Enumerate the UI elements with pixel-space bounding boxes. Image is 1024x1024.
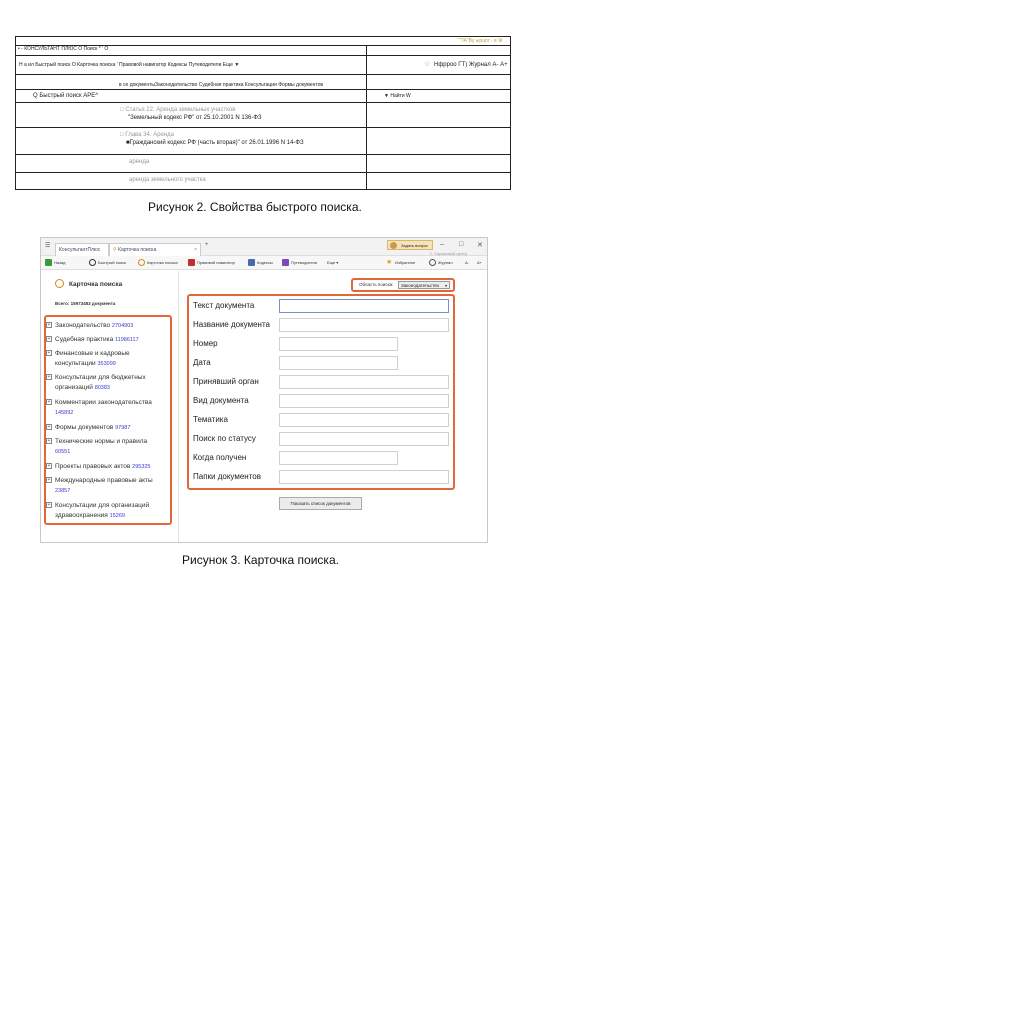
sidebar-item-financial-consultations[interactable]: + Финансовые и кадровые консультации 353099 — [47, 350, 130, 367]
sidebar-item-court-practice[interactable]: + Судебная практика 11986117 — [47, 336, 139, 343]
field-received-input[interactable] — [279, 451, 398, 465]
field-label-title: Название документа — [193, 320, 270, 329]
close-button[interactable]: ✕ — [477, 242, 483, 249]
search-area-select[interactable]: Законодательство ▾ — [398, 281, 450, 289]
field-label-text: Текст документа — [193, 301, 255, 310]
fig2-header-right: Нфрроо ГТ) Журнал А- А+ — [434, 62, 508, 68]
field-label-date: Дата — [193, 358, 211, 367]
field-number-input[interactable] — [279, 337, 398, 351]
fig2-result-2-title: □ Глава 34. Аренда — [120, 132, 174, 138]
fig2-suggestion-2: аренда земельного участка — [129, 177, 206, 183]
search-card-button[interactable]: Карточка поиска — [138, 258, 178, 268]
search-card-form — [180, 271, 487, 542]
toolbar — [41, 256, 487, 270]
back-arrow-icon — [45, 259, 52, 266]
field-text-input[interactable] — [279, 299, 449, 313]
sidebar-item-international-acts[interactable]: + Международные правовые акты 23857 — [47, 477, 153, 494]
field-label-doc-type: Вид документа — [193, 396, 249, 405]
field-title-input[interactable] — [279, 318, 449, 332]
tab-consultant-label: КонсультантПлюс — [59, 247, 101, 253]
tab-close-icon[interactable]: × — [194, 247, 197, 253]
expand-icon[interactable]: + — [47, 350, 51, 356]
back-button[interactable]: Назад — [45, 258, 65, 268]
menu-icon[interactable]: ☰ — [45, 243, 51, 249]
sidebar-title: Карточка поиска — [69, 281, 123, 288]
star-icon: ☆ — [424, 61, 431, 68]
sidebar-item-budget-consultations[interactable]: + Консультации для бюджетных организаций 80383 — [47, 374, 146, 391]
sidebar-item-draft-acts[interactable]: + Проекты правовых актов 295325 — [47, 463, 151, 470]
search-card-icon — [55, 279, 64, 288]
fig2-scope-prefix: в се документы — [119, 82, 155, 88]
figure-3-caption: Рисунок 3. Карточка поиска. — [182, 553, 339, 567]
navigator-icon — [188, 259, 195, 266]
expand-icon[interactable]: + — [47, 336, 51, 342]
expand-icon[interactable]: + — [47, 322, 51, 328]
title-bar — [41, 238, 487, 256]
fig2-toolbar-text: Н а ил Быстрый поиск О Карточка поиска ' Правовой навигатор Кодексы Путеводители Еще ▼ — [19, 62, 240, 68]
sidebar-item-technical-norms[interactable]: + Технические нормы и правила 60551 — [47, 438, 148, 455]
field-label-number: Номер — [193, 339, 218, 348]
favorites-button[interactable]: ★ Избранное — [386, 259, 416, 267]
journal-button[interactable]: Журнал — [429, 258, 453, 268]
legal-navigator-button[interactable]: Правовой навигатор — [188, 258, 235, 268]
fig2-scope-line: Законодательство Судебная практика Консультации Формы документов — [155, 82, 324, 88]
guides-icon — [282, 259, 289, 266]
quick-search-button[interactable]: Быстрый поиск — [89, 258, 126, 268]
tab-search-card[interactable] — [109, 243, 201, 256]
fig2-result-2-doc: ■Гражданский кодекс РФ (часть вторая)" от 26.01.1996 N 14-ФЗ — [126, 140, 304, 146]
field-status-input[interactable] — [279, 432, 449, 446]
tab-consultant[interactable] — [55, 243, 109, 256]
search-area-label: Область поиска: — [359, 282, 394, 287]
field-label-folders: Папки документов — [193, 472, 261, 481]
fig2-header-title: • - КОНСУЛЬТАНТ ПЛЮС О Поиск * ' О — [18, 46, 109, 52]
codes-button[interactable]: Кодексы — [248, 258, 273, 268]
field-topic-input[interactable] — [279, 413, 449, 427]
fig2-suggestion-1: аренда — [129, 159, 150, 165]
consultant-window — [40, 237, 488, 543]
field-doc-type-input[interactable] — [279, 394, 449, 408]
top-right-text: "'?А"Ву ырцпг - в Ж — [458, 38, 503, 44]
field-label-topic: Тематика — [193, 415, 228, 424]
field-label-status: Поиск по статусу — [193, 434, 256, 443]
figure-2-caption: Рисунок 2. Свойства быстрого поиска. — [148, 200, 362, 214]
maximize-button[interactable]: □ — [459, 241, 464, 248]
codes-icon — [248, 259, 255, 266]
field-label-authority: Принявший орган — [193, 377, 259, 386]
guides-button[interactable]: Путеводители — [282, 258, 317, 268]
fig2-result-1-doc: "Земельный кодекс РФ" от 25.10.2001 N 136-ФЗ — [128, 115, 262, 121]
ask-question-label: Задать вопрос — [401, 243, 429, 248]
expand-icon[interactable]: + — [47, 399, 51, 405]
fig2-result-1-title: □ Статья 22. Аренда земельных участков — [120, 107, 236, 113]
figure-2-table — [15, 36, 511, 190]
font-smaller-button[interactable]: А- — [465, 260, 469, 265]
total-documents: Всего: 15973483 документа — [55, 301, 116, 306]
sidebar-item-commentaries[interactable]: + Комментарии законодательства 145892 — [47, 399, 152, 416]
show-list-button[interactable]: Показать список документов — [279, 497, 362, 510]
expand-icon[interactable]: + — [47, 463, 51, 469]
field-folders-input[interactable] — [279, 470, 449, 484]
sidebar-item-document-forms[interactable]: + Формы документов 97987 — [47, 424, 131, 431]
field-label-received: Когда получен — [193, 453, 247, 462]
clock-icon — [429, 259, 436, 266]
expand-icon[interactable]: + — [47, 374, 51, 380]
expand-icon[interactable]: + — [47, 502, 51, 508]
expand-icon[interactable]: + — [47, 424, 51, 430]
expand-icon[interactable]: + — [47, 477, 51, 483]
quick-search-icon — [89, 259, 96, 266]
field-authority-input[interactable] — [279, 375, 449, 389]
expand-icon[interactable]: + — [47, 438, 51, 444]
chevron-down-icon: ▾ — [444, 283, 447, 288]
user-avatar-icon — [390, 242, 397, 249]
sidebar — [41, 271, 179, 542]
service-center-link[interactable]: ☺ Сервисный центр — [429, 251, 468, 256]
field-date-input[interactable] — [279, 356, 398, 370]
fig2-quick-search-label: Q Быстрый поиск АРЕ^ — [33, 93, 99, 99]
new-tab-button[interactable]: + — [205, 242, 209, 248]
star-icon: ★ — [386, 259, 393, 267]
search-card-tab-icon: ⚲ — [113, 247, 119, 253]
minimize-button[interactable]: – — [440, 241, 444, 248]
sidebar-item-legislation[interactable]: + Законодательство 2704903 — [47, 322, 134, 329]
font-larger-button[interactable]: А+ — [477, 260, 483, 265]
search-card-icon — [138, 259, 145, 266]
fig2-find-button: ▼ Найти W — [384, 93, 411, 99]
sidebar-item-healthcare-consultations[interactable]: + Консультации для организаций здравоохранения 15269 — [47, 502, 150, 519]
tab-search-card-label: Карточка поиска — [118, 247, 157, 253]
more-menu[interactable]: Еще ▾ — [327, 260, 339, 265]
ask-question-button[interactable] — [387, 240, 433, 250]
